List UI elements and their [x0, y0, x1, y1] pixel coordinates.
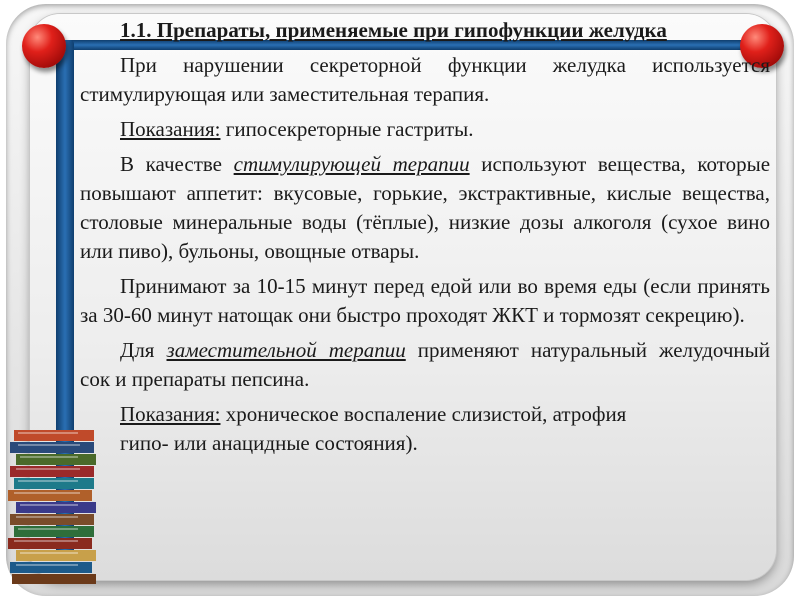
slide-content	[80, 16, 770, 458]
replacement-lead: Для	[120, 338, 167, 362]
indications-label: Показания:	[120, 117, 221, 141]
paragraph-stimulating	[80, 150, 770, 266]
paragraph-replacement	[80, 336, 770, 394]
indications-label-2: Показания:	[120, 402, 221, 426]
stack-of-books-icon	[8, 424, 100, 586]
indications-text: гипосекреторные гастриты.	[220, 117, 474, 141]
indications-text-2: хроническое воспаление слизистой, атрофия	[220, 402, 627, 426]
paragraph-timing: Принимают за 10-15 минут перед едой или во время еды (если принять за 30-60 минут натощак они быстро проходят ЖКТ и тормозят секрецию).	[80, 274, 770, 327]
red-pin-icon	[22, 24, 66, 68]
stimulating-lead: В качестве	[120, 152, 234, 176]
stimulating-term: стимулирующей терапии	[233, 152, 470, 176]
slide-title: 1.1. Препараты, применяемые при гипофункции желудка	[120, 18, 667, 42]
paragraph-intro: При нарушении секреторной функции желудка используется стимулирующая или заместительная терапия.	[80, 53, 770, 106]
stimulating-text: используют вещества, которые повышают аппетит: вкусовые, горькие, экстрактивные, кислые вещества, столовые минеральные воды (тёплые), низкие дозы алкоголя (сухое вино или пиво), бульоны, овощные отвары.	[80, 152, 771, 263]
paragraph-indications-2	[80, 400, 770, 429]
paragraph-indications-2-tail: гипо- или анацидные состояния).	[120, 431, 418, 455]
paragraph-indications-1	[80, 115, 770, 144]
replacement-text: применяют натуральный желудочный сок и препараты пепсина.	[80, 338, 770, 391]
replacement-term: заместительной терапии	[166, 338, 406, 362]
